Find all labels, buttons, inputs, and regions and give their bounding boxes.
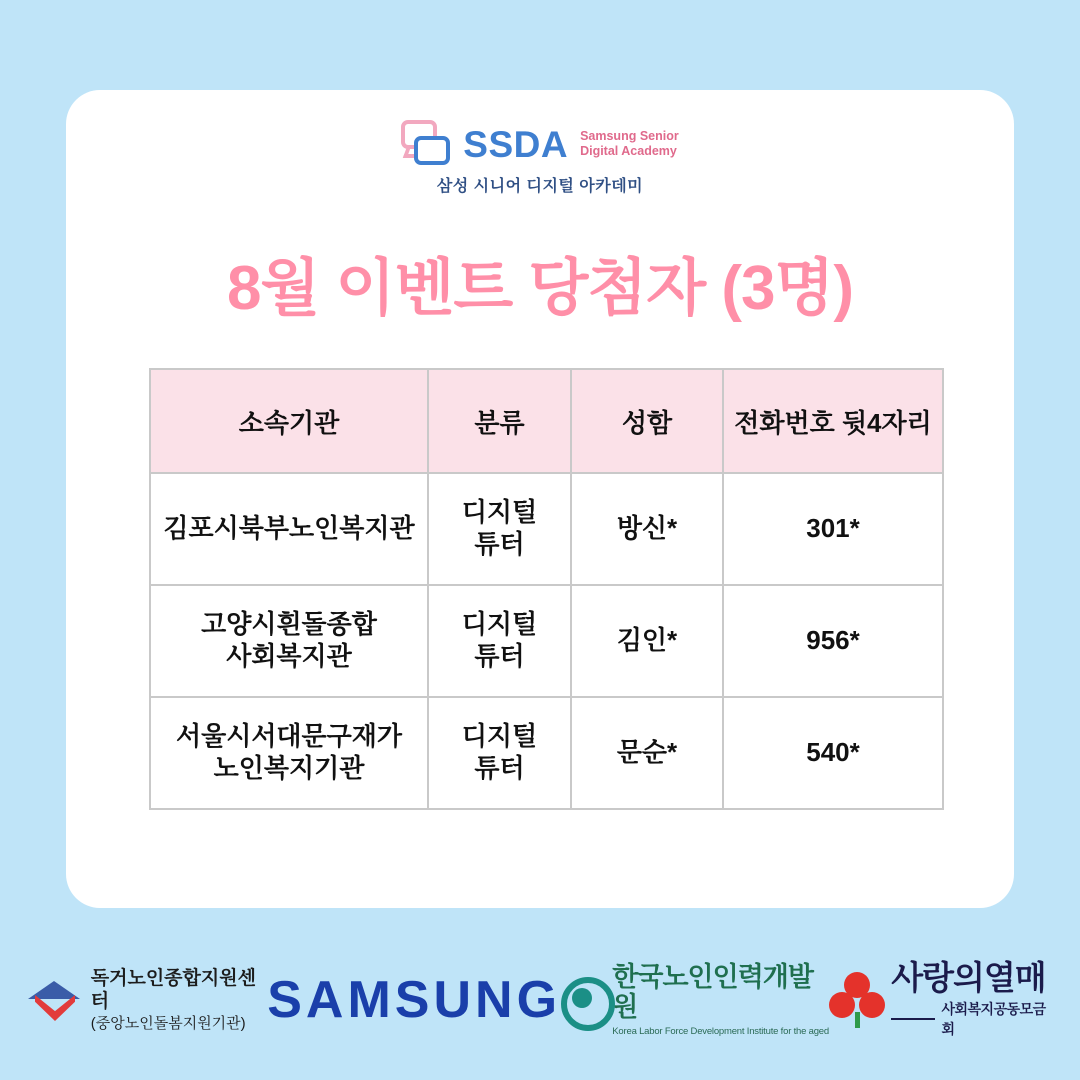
cell-category-line: 디지털	[461, 497, 538, 528]
samsung-wordmark-icon: SAMSUNG	[267, 971, 562, 1029]
table-row	[150, 697, 943, 809]
sponsor-korea-labor-force	[561, 963, 829, 1036]
cell-phone: 301*	[723, 473, 943, 585]
cell-category	[428, 697, 571, 809]
sponsor-strip	[0, 940, 1080, 1060]
ssda-logo-inner	[401, 120, 678, 196]
cell-category-line: 튜터	[474, 641, 525, 671]
cell-name: 문순*	[571, 697, 723, 809]
table-row	[150, 585, 943, 697]
column-header-org: 소속기관	[150, 369, 428, 473]
table-header	[150, 369, 943, 473]
dokgeo-noin-chevron-icon	[26, 975, 82, 1025]
cell-category-line: 튜터	[474, 753, 525, 783]
korea-labor-force-circle-icon	[561, 977, 605, 1023]
cell-org	[150, 697, 428, 809]
ssda-logo-top	[401, 120, 678, 168]
ssda-english-line-1: Samsung Senior	[580, 128, 679, 143]
sponsor-dokgeo-noin-line1: 독거노인종합지원센터	[90, 967, 256, 1013]
cell-org-line: 서울시서대문구재가	[175, 721, 403, 752]
cell-org	[150, 585, 428, 697]
sponsor-fruit-of-love-line2: 사회복지공동모금회	[941, 1001, 1046, 1038]
column-header-category: 분류	[428, 369, 571, 473]
sponsor-korea-labor-force-text	[612, 963, 829, 1036]
sponsor-samsung	[267, 970, 561, 1030]
sponsor-fruit-of-love-text	[891, 958, 1054, 1040]
cell-org-line: 사회복지관	[226, 641, 352, 671]
cell-org	[150, 473, 428, 585]
fruit-of-love-icon	[829, 972, 883, 1028]
cell-category	[428, 585, 571, 697]
sponsor-fruit-of-love-line1: 사랑의열매	[891, 958, 1046, 996]
table-body	[150, 473, 943, 809]
ssda-logo	[66, 120, 1014, 196]
sponsor-dokgeo-noin-line2: (중앙노인돌봄지원기관)	[90, 1015, 246, 1032]
ssda-english-name	[580, 129, 679, 160]
cell-category-line: 디지털	[461, 721, 538, 752]
column-header-phone: 전화번호 뒷4자리	[723, 369, 943, 473]
divider	[891, 1018, 935, 1020]
cell-phone: 540*	[723, 697, 943, 809]
cell-category-line: 디지털	[461, 609, 538, 640]
cell-org-line: 고양시흰돌종합	[201, 609, 377, 640]
table-row	[150, 473, 943, 585]
sponsor-korea-labor-force-line2: Korea Labor Force Development Institute for the aged	[612, 1025, 829, 1037]
winners-table-wrapper	[149, 368, 942, 810]
ssda-english-line-2: Digital Academy	[580, 144, 677, 158]
page-title: 8월 이벤트 당첨자 (3명)	[226, 254, 854, 323]
winners-table	[149, 368, 944, 810]
ssda-korean-name: 삼성 시니어 디지털 아카데미	[436, 178, 644, 195]
sponsor-dokgeo-noin	[26, 967, 267, 1034]
sponsor-dokgeo-noin-text	[91, 967, 267, 1034]
cell-phone: 956*	[723, 585, 943, 697]
table-header-row	[150, 369, 943, 473]
cell-category	[428, 473, 571, 585]
sponsor-fruit-of-love-subrow	[891, 999, 1054, 1039]
cell-name: 김인*	[571, 585, 723, 697]
cell-category-line: 튜터	[474, 529, 525, 559]
content-card	[66, 90, 1014, 908]
sponsor-korea-labor-force-line1: 한국노인인력개발원	[612, 962, 813, 1022]
cell-org-line: 김포시북부노인복지관	[163, 513, 415, 544]
ssda-acronym: SSDA	[463, 123, 569, 165]
ssda-chat-bubbles-icon	[401, 120, 453, 168]
sponsor-fruit-of-love	[829, 958, 1054, 1040]
cell-org-line: 노인복지기관	[213, 753, 365, 783]
column-header-name: 성함	[571, 369, 723, 473]
cell-name: 방신*	[571, 473, 723, 585]
